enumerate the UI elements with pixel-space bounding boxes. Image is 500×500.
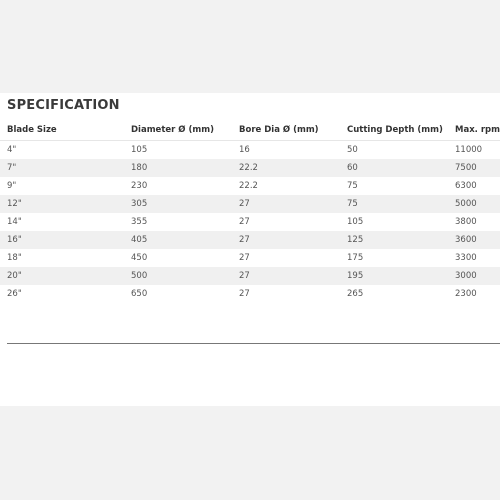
table-row: [0, 267, 500, 285]
cell-blade-size: 7": [0, 159, 131, 177]
table-row: [0, 177, 500, 195]
cell-bore-dia: 27: [239, 217, 250, 227]
cell-diameter: 305: [131, 195, 239, 213]
cell-blade-size: 14": [7, 217, 22, 227]
section-title: SPECIFICATION: [7, 98, 120, 113]
column-header-diameter: Diameter Ø (mm): [131, 120, 239, 141]
cell-diameter: 105: [131, 145, 148, 155]
specification-panel: [0, 93, 500, 406]
cell-blade-size: 9": [7, 181, 17, 191]
table-row: [0, 159, 500, 177]
divider-line: [7, 343, 500, 344]
cell-max-rpm: 3600: [455, 231, 500, 249]
cell-max-rpm: 2300: [455, 289, 477, 299]
cell-diameter: 180: [131, 159, 239, 177]
cell-bore-dia: 27: [239, 267, 347, 285]
cell-bore-dia: 27: [239, 195, 347, 213]
cell-max-rpm: 11000: [455, 145, 483, 155]
cell-diameter: 450: [131, 253, 148, 263]
cell-blade-size: 20": [0, 267, 131, 285]
cell-max-rpm: 3300: [455, 253, 477, 263]
table-row: [0, 231, 500, 249]
cell-cutting-depth: 75: [347, 195, 455, 213]
cell-diameter: 230: [131, 181, 148, 191]
cell-blade-size: 4": [7, 145, 17, 155]
cell-max-rpm: 6300: [455, 181, 477, 191]
cell-blade-size: 26": [7, 289, 22, 299]
cell-bore-dia: 27: [239, 253, 250, 263]
table-body: [0, 141, 500, 304]
cell-max-rpm: 5000: [455, 195, 500, 213]
column-header-max-rpm: Max. rpm: [455, 120, 500, 141]
cell-blade-size: 18": [7, 253, 22, 263]
column-header-cutting-depth: Cutting Depth (mm): [347, 120, 455, 141]
cell-cutting-depth: 195: [347, 267, 455, 285]
cell-cutting-depth: 125: [347, 231, 455, 249]
cell-diameter: 405: [131, 231, 239, 249]
cell-diameter: 500: [131, 267, 239, 285]
table-row: [0, 195, 500, 213]
cell-cutting-depth: 75: [347, 181, 358, 191]
cell-blade-size: 16": [0, 231, 131, 249]
cell-max-rpm: 7500: [455, 159, 500, 177]
cell-bore-dia: 27: [239, 289, 250, 299]
cell-cutting-depth: 175: [347, 253, 364, 263]
cell-max-rpm: 3000: [455, 267, 500, 285]
cell-cutting-depth: 105: [347, 217, 364, 227]
column-header-blade-size: Blade Size: [0, 120, 131, 141]
table-row: [0, 141, 500, 160]
column-header-bore-dia: Bore Dia Ø (mm): [239, 120, 347, 141]
cell-cutting-depth: 50: [347, 145, 358, 155]
header-row: [0, 120, 500, 141]
cell-max-rpm: 3800: [455, 217, 477, 227]
cell-bore-dia: 16: [239, 145, 250, 155]
cell-bore-dia: 22.2: [239, 181, 258, 191]
cell-cutting-depth: 60: [347, 159, 455, 177]
table-row: [0, 285, 500, 303]
cell-bore-dia: 27: [239, 231, 347, 249]
cell-cutting-depth: 265: [347, 289, 364, 299]
cell-bore-dia: 22.2: [239, 159, 347, 177]
specification-table: [0, 120, 500, 303]
cell-diameter: 650: [131, 289, 148, 299]
table-row: [0, 213, 500, 231]
cell-blade-size: 12": [0, 195, 131, 213]
cell-diameter: 355: [131, 217, 148, 227]
table-header: [0, 120, 500, 141]
table-row: [0, 249, 500, 267]
